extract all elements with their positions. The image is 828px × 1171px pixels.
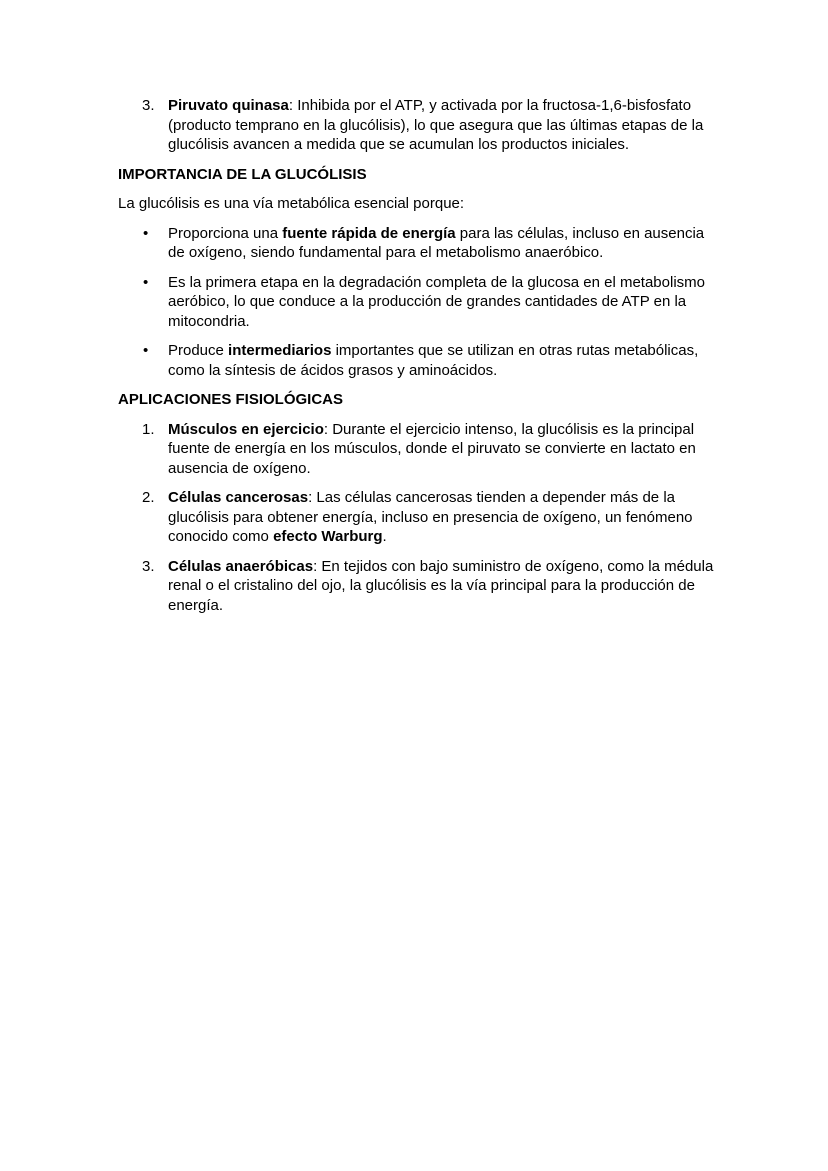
- bullet-icon: •: [143, 342, 149, 359]
- list-number: 3.: [142, 557, 155, 575]
- list-item: [118, 488, 718, 547]
- list-item-piruvato-quinasa: [118, 96, 718, 155]
- item-text: : En tejidos con bajo suministro de oxígeno, como la médula renal o el cristalino del ojo, la glucólisis es la vía principal para la producción de energía.: [168, 557, 714, 614]
- bullet-icon: •: [143, 273, 149, 291]
- section-intro: La glucólisis es una vía metabólica esencial porque:: [118, 195, 465, 212]
- bullet-text-post: para las células, incluso en ausencia de oxígeno, siendo fundamental para el metabolismo anaeróbico.: [168, 224, 705, 261]
- enzyme-list: [118, 96, 718, 155]
- applications-list: [118, 420, 718, 616]
- list-number: 1.: [142, 420, 155, 438]
- item-text: : Durante el ejercicio intenso, la glucólisis es la principal fuente de energía en los músculos, donde el piruvato se convierte en lactato en ausencia de oxígeno.: [168, 420, 696, 477]
- section-heading-aplicaciones: APLICACIONES FISIOLÓGICAS: [118, 391, 344, 408]
- bullet-item: [118, 273, 718, 332]
- bullet-icon: •: [143, 224, 149, 242]
- bullet-text-pre: Proporciona una: [168, 224, 283, 242]
- item-text: : Las células cancerosas tienden a depender más de la glucólisis para obtener energía, incluso en presencia de oxígeno, un fenómeno conocido como: [168, 489, 693, 545]
- list-number: 3.: [142, 97, 155, 114]
- importance-bullet-list: [118, 224, 718, 381]
- list-item: [118, 557, 718, 616]
- list-item: [118, 420, 718, 479]
- item-text-end: .: [382, 528, 387, 545]
- bullet-text-post: importantes que se utilizan en otras rutas metabólicas, como la síntesis de ácidos grasos y aminoácidos.: [168, 342, 699, 379]
- item-title: Células cancerosas: [168, 489, 309, 506]
- item-title: Piruvato quinasa: [168, 97, 289, 114]
- item-text: : Inhibida por el ATP, y activada por la fructosa-1,6-bisfosfato (producto temprano en la glucólisis), lo que asegura que las últimas etapas de la glucólisis avancen a medida que se acumulan los productos iniciales.: [168, 97, 704, 153]
- document-page: [118, 96, 718, 625]
- bullet-text-bold: intermediarios: [228, 342, 332, 359]
- item-bold-term: efecto Warburg: [273, 528, 383, 545]
- bullet-text-pre: Es la primera etapa en la degradación completa de la glucosa en el metabolismo aeróbico, lo que conduce a la producción de grandes cantidades de ATP en la mitocondria.: [168, 273, 705, 330]
- bullet-item: [118, 224, 718, 263]
- bullet-text-bold: fuente rápida de energía: [282, 224, 456, 242]
- item-title: Músculos en ejercicio: [168, 420, 324, 438]
- list-number: 2.: [142, 489, 155, 506]
- item-title: Células anaeróbicas: [168, 557, 314, 575]
- bullet-item: [118, 341, 718, 380]
- bullet-text-pre: Produce: [168, 342, 229, 359]
- section-heading-importancia: IMPORTANCIA DE LA GLUCÓLISIS: [118, 165, 367, 183]
